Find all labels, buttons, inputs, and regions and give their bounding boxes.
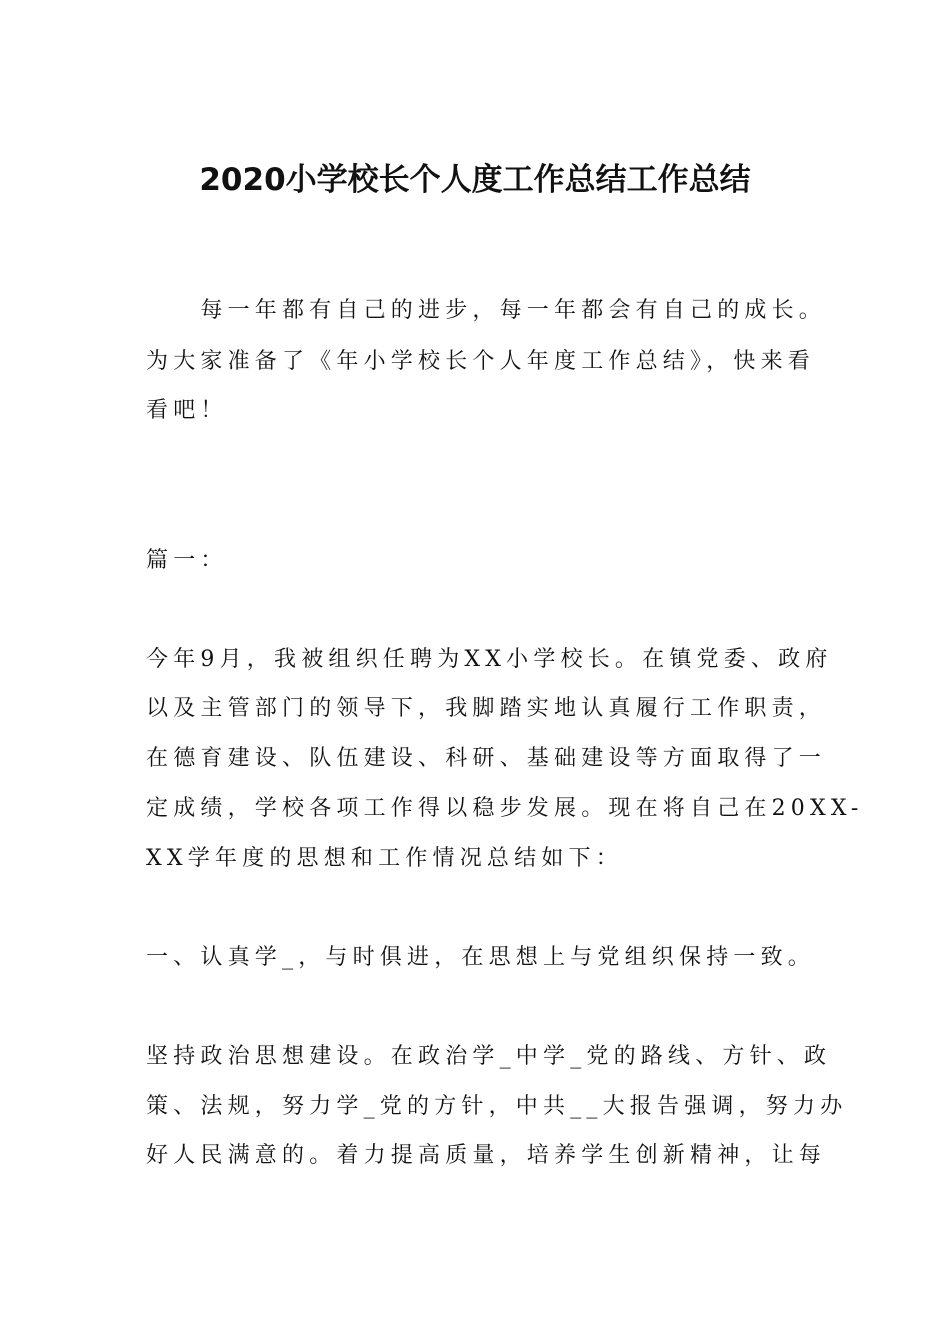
document-title: 2020小学校长个人度工作总结工作总结 [199, 162, 751, 198]
paragraph1-line-3: 在德育建设、队伍建设、科研、基础建设等方面取得了一 [146, 746, 827, 771]
heading-1: 一、认真学_，与时俱进，在思想上与党组织保持一致。 [146, 945, 816, 970]
intro-line-3: 看吧！ [146, 398, 228, 423]
section-label: 篇一： [146, 548, 228, 573]
intro-line-1: 每一年都有自己的进步，每一年都会有自己的成长。 [146, 298, 827, 323]
paragraph2-line-2: 策、法规，努力学_党的方针，中共__大报告强调，努力办 [146, 1094, 848, 1119]
paragraph1-line-2: 以及主管部门的领导下，我脚踏实地认真履行工作职责， [146, 696, 827, 721]
paragraph2-line-1: 坚持政治思想建设。在政治学_中学_党的路线、方针、政 [146, 1044, 832, 1069]
paragraph2-line-3: 好人民满意的。着力提高质量，培养学生创新精神，让每 [146, 1143, 827, 1168]
paragraph1-line-4: 定成绩，学校各项工作得以稳步发展。现在将自己在20XX- [146, 796, 864, 821]
intro-line-2: 为大家准备了《年小学校长个人年度工作总结》，快来看 [146, 349, 816, 374]
paragraph1-line-1: 今年9月，我被组织任聘为XX小学校长。在镇党委、政府 [146, 647, 833, 672]
paragraph1-line-5: XX学年度的思想和工作情况总结如下： [146, 846, 623, 871]
